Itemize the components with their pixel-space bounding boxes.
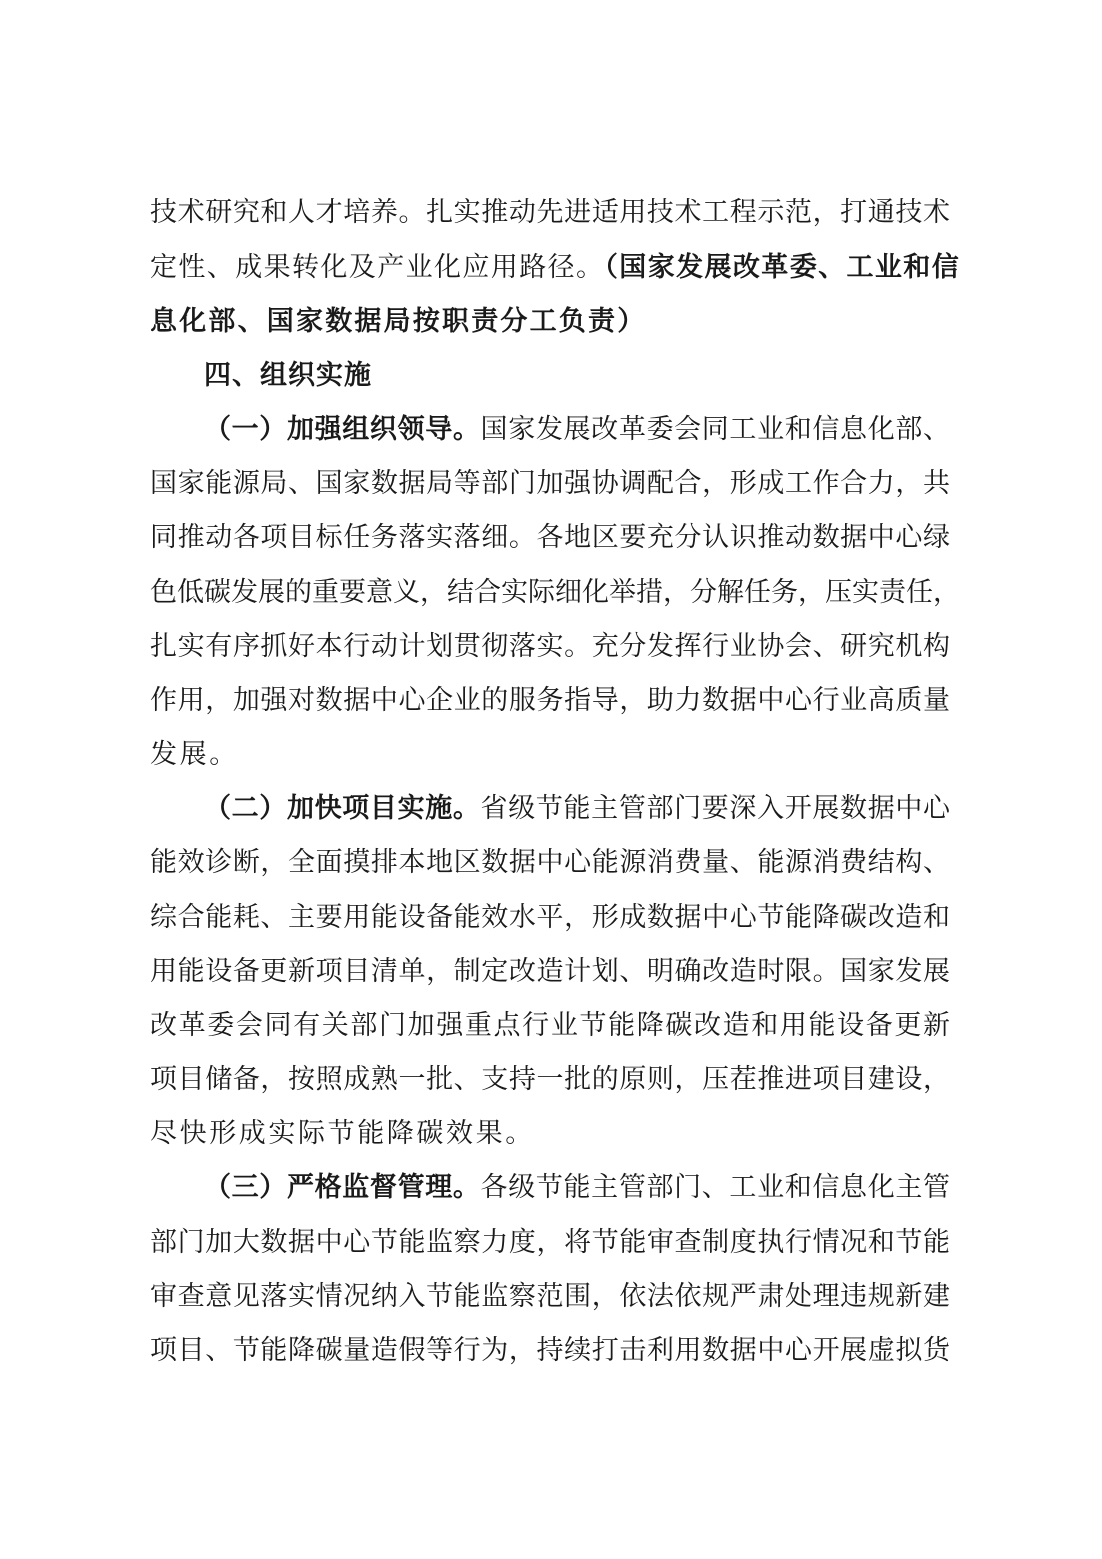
section-heading: 四、组织实施	[204, 360, 372, 391]
paragraph-text: 用能设备更新项目清单，制定改造计划、明确改造时限。国家发展	[150, 956, 950, 987]
paragraph-line	[150, 466, 950, 502]
paragraph-line	[150, 304, 950, 340]
paragraph-line	[150, 1333, 950, 1369]
item-title: （三）严格监督管理。	[204, 1172, 481, 1203]
paragraph-text: 部门加大数据中心节能监察力度，将节能审查制度执行情况和节能	[150, 1227, 950, 1258]
paragraph-line	[204, 1170, 950, 1206]
paragraph-line	[150, 683, 950, 719]
paragraph-text: 定性、成果转化及产业化应用路径。	[150, 252, 605, 283]
paragraph-line	[150, 250, 961, 286]
paragraph-text: 技术研究和人才培养。扎实推动先进适用技术工程示范，打通技术	[150, 197, 950, 228]
paragraph-line	[150, 575, 960, 611]
paragraph-text: 项目、节能降碳量造假等行为，持续打击利用数据中心开展虚拟货	[150, 1335, 950, 1366]
paragraph-text: 作用，加强对数据中心企业的服务指导，助力数据中心行业高质量	[150, 685, 950, 716]
paragraph-text: 省级节能主管部门要深入开展数据中心	[480, 793, 951, 824]
paragraph-text: 尽快形成实际节能降碳效果。	[150, 1118, 535, 1149]
paragraph-line	[150, 1062, 950, 1098]
paragraph-line	[150, 1279, 950, 1315]
paragraph-text: 色低碳发展的重要意义，结合实际细化举措，分解任务，压实责任，	[150, 577, 960, 608]
paragraph-line	[204, 412, 950, 448]
paragraph-line	[150, 629, 950, 665]
paragraph-line	[150, 1225, 950, 1261]
paragraph-line	[150, 737, 950, 773]
paragraph-text: 扎实有序抓好本行动计划贯彻落实。充分发挥行业协会、研究机构	[150, 631, 950, 662]
responsibility-note: （国家发展改革委、工业和信	[604, 252, 961, 283]
paragraph-text: 能效诊断，全面摸排本地区数据中心能源消费量、能源消费结构、	[150, 847, 950, 878]
item-title: （一）加强组织领导。	[204, 414, 481, 445]
paragraph-text: 国家发展改革委会同工业和信息化部、	[480, 414, 951, 445]
paragraph-line	[150, 1008, 950, 1044]
paragraph-text: 发展。	[150, 739, 239, 770]
paragraph-line	[150, 195, 950, 231]
paragraph-text: 国家能源局、国家数据局等部门加强协调配合，形成工作合力，共	[150, 468, 950, 499]
paragraph-line	[150, 954, 950, 990]
paragraph-line	[204, 791, 950, 827]
paragraph-text: 改革委会同有关部门加强重点行业节能降碳改造和用能设备更新	[150, 1010, 950, 1041]
responsibility-note: 息化部、国家数据局按职责分工负责）	[150, 306, 647, 337]
paragraph-line	[150, 520, 950, 556]
paragraph-line	[150, 845, 950, 881]
paragraph-line	[150, 1116, 950, 1152]
paragraph-text: 同推动各项目标任务落实落细。各地区要充分认识推动数据中心绿	[150, 522, 950, 553]
paragraph-text: 各级节能主管部门、工业和信息化主管	[480, 1172, 951, 1203]
paragraph-line	[150, 900, 950, 936]
item-title: （二）加快项目实施。	[204, 793, 481, 824]
paragraph-text: 审查意见落实情况纳入节能监察范围，依法依规严肃处理违规新建	[150, 1281, 950, 1312]
paragraph-text: 项目储备，按照成熟一批、支持一批的原则，压茬推进项目建设，	[150, 1064, 950, 1095]
paragraph-text: 综合能耗、主要用能设备能效水平，形成数据中心节能降碳改造和	[150, 902, 950, 933]
